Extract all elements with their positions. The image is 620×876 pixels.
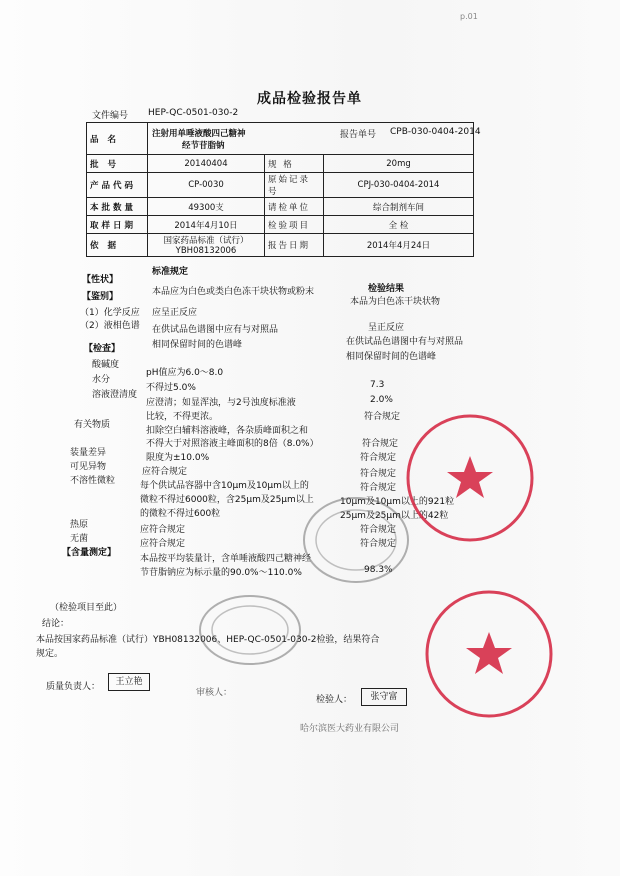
ident2-std-1: 在供试品色谱图中应有与对照品 <box>152 325 279 335</box>
ident1-std: 应呈正反应 <box>152 308 198 318</box>
header-table <box>86 122 474 257</box>
insol-res-2: 10μm及10μm以上的921粒 <box>340 497 455 507</box>
report-date-label: 报告日期 <box>265 234 324 257</box>
ident2-label: （2）液相色谱 <box>80 321 140 331</box>
unit-value: 综合制剂车间 <box>324 198 474 216</box>
visible-res: 符合规定 <box>360 469 397 479</box>
report-no: CPB-030-0404-2014 <box>390 127 481 137</box>
water-res: 2.0% <box>370 395 393 405</box>
insol-std-2: 微粒不得过6000粒，含25μm及25μm以上 <box>140 495 314 505</box>
traits-label: 【性状】 <box>82 275 119 285</box>
clarity-label: 溶液澄清度 <box>92 390 138 400</box>
assay-std-2: 节苷脂钠应为标示量的90.0%～110.0% <box>140 568 302 578</box>
related-std-1: 扣除空白辅料溶液峰，各杂质峰面积之和 <box>146 426 309 436</box>
company-name: 哈尔滨医大药业有限公司 <box>300 724 400 734</box>
related-res: 符合规定 <box>362 439 399 449</box>
ph-label: 酸碱度 <box>92 360 120 370</box>
ident-label: 【鉴别】 <box>82 292 119 302</box>
conclusion-line1: 本品按国家药品标准（试行）YBH08132006、HEP-QC-0501-030-2检验，结果符合 <box>36 635 380 645</box>
clarity-res: 符合规定 <box>364 412 401 422</box>
related-std-2: 不得大于对照溶液主峰面积的8倍（8.0%） <box>146 439 319 449</box>
assay-label: 【含量测定】 <box>62 548 117 558</box>
traits-result: 本品为白色冻干块状物 <box>350 297 441 307</box>
inspector-signature: 张守富 <box>361 688 407 706</box>
insol-std-3: 的微粒不得过600粒 <box>140 509 221 519</box>
ph-std: pH值应为6.0～8.0 <box>146 368 224 378</box>
qty-value: 49300支 <box>148 198 265 216</box>
pyro-label: 热原 <box>70 520 89 530</box>
basis-value: 国家药品标准（试行）YBH08132006 <box>148 234 265 257</box>
spec-label: 规 格 <box>265 155 324 173</box>
ident2-res-1: 在供试品色谱图中有与对照品 <box>346 337 464 347</box>
visible-label: 可见异物 <box>70 462 107 472</box>
check-label: 【检查】 <box>84 344 121 354</box>
qty-label: 本批数量 <box>87 198 148 216</box>
clarity-std-2: 比较，不得更浓。 <box>146 412 219 422</box>
insol-std-1: 每个供试品容器中含10μm及10μm以上的 <box>140 481 309 491</box>
record-label: 原始记录号 <box>265 173 324 198</box>
code-label: 产品代码 <box>87 173 148 198</box>
reviewer-label: 审核人： <box>196 688 233 698</box>
col-result: 检验结果 <box>368 284 405 294</box>
ident2-res-2: 相同保留时间的色谱峰 <box>346 352 437 362</box>
spec-value: 20mg <box>324 155 474 173</box>
sample-date-value: 2014年4月10日 <box>148 216 265 234</box>
conclusion-line2: 规定。 <box>36 649 64 659</box>
assay-res: 98.3% <box>364 565 393 575</box>
batch-label: 批 号 <box>87 155 148 173</box>
product-name-line2: 经节苷脂钠 <box>182 140 225 151</box>
pyro-res: 符合规定 <box>360 525 397 535</box>
report-date-value: 2014年4月24日 <box>324 234 474 257</box>
file-no: HEP-QC-0501-030-2 <box>148 108 239 118</box>
file-no-label: 文件编号 <box>92 111 129 121</box>
fill-res: 符合规定 <box>360 453 397 463</box>
qa-label: 质量负责人： <box>46 682 101 692</box>
water-std: 不得过5.0% <box>146 383 196 393</box>
sterile-res: 符合规定 <box>360 539 397 549</box>
report-no-label: 报告单号 <box>340 130 377 140</box>
name-label: 品 名 <box>87 123 148 155</box>
basis-label: 依 据 <box>87 234 148 257</box>
item-label: 检验项目 <box>265 216 324 234</box>
water-label: 水分 <box>92 375 111 385</box>
grey-inspection-stamp <box>296 490 416 590</box>
visible-std: 应符合规定 <box>142 467 188 477</box>
assay-std-1: 本品按平均装量计，含单唾液酸四己糖神经 <box>140 554 312 564</box>
page-number: p.01 <box>460 12 478 21</box>
ident1-result: 呈正反应 <box>368 323 405 333</box>
traits-std: 本品应为白色或类白色冻干块状物或粉末 <box>152 287 315 297</box>
qa-signature: 王立艳 <box>108 673 150 691</box>
red-company-stamp-bottom <box>414 584 564 724</box>
fill-std: 限度为±10.0% <box>146 453 210 463</box>
ph-res: 7.3 <box>370 380 385 390</box>
col-standard: 标准规定 <box>152 267 189 277</box>
grey-qa-stamp <box>195 590 305 670</box>
insol-label: 不溶性微粒 <box>70 476 116 486</box>
end-note: （检验项目至此） <box>50 603 123 613</box>
insol-res-3: 25μm及25μm以上的42粒 <box>340 511 449 521</box>
conclusion-label: 结论： <box>42 619 70 629</box>
pyro-std: 应符合规定 <box>140 525 186 535</box>
sample-date-label: 取样日期 <box>87 216 148 234</box>
sterile-std: 应符合规定 <box>140 539 186 549</box>
ident1-label: （1）化学反应 <box>80 308 140 318</box>
ident2-std-2: 相同保留时间的色谱峰 <box>152 340 243 350</box>
product-name-line1: 注射用单唾液酸四己糖神 <box>152 128 246 139</box>
insol-res-1: 符合规定 <box>360 483 397 493</box>
unit-label: 请检单位 <box>265 198 324 216</box>
document-title: 成品检验报告单 <box>257 91 362 107</box>
fill-label: 装量差异 <box>70 448 107 458</box>
record-value: CPJ-030-0404-2014 <box>324 173 474 198</box>
code-value: CP-0030 <box>148 173 265 198</box>
sterile-label: 无菌 <box>70 534 89 544</box>
clarity-std-1: 应澄清；如显浑浊，与2号浊度标准液 <box>146 398 296 408</box>
item-value: 全 检 <box>324 216 474 234</box>
related-label: 有关物质 <box>74 420 111 430</box>
batch-value: 20140404 <box>148 155 265 173</box>
inspector-label: 检验人： <box>316 695 353 705</box>
